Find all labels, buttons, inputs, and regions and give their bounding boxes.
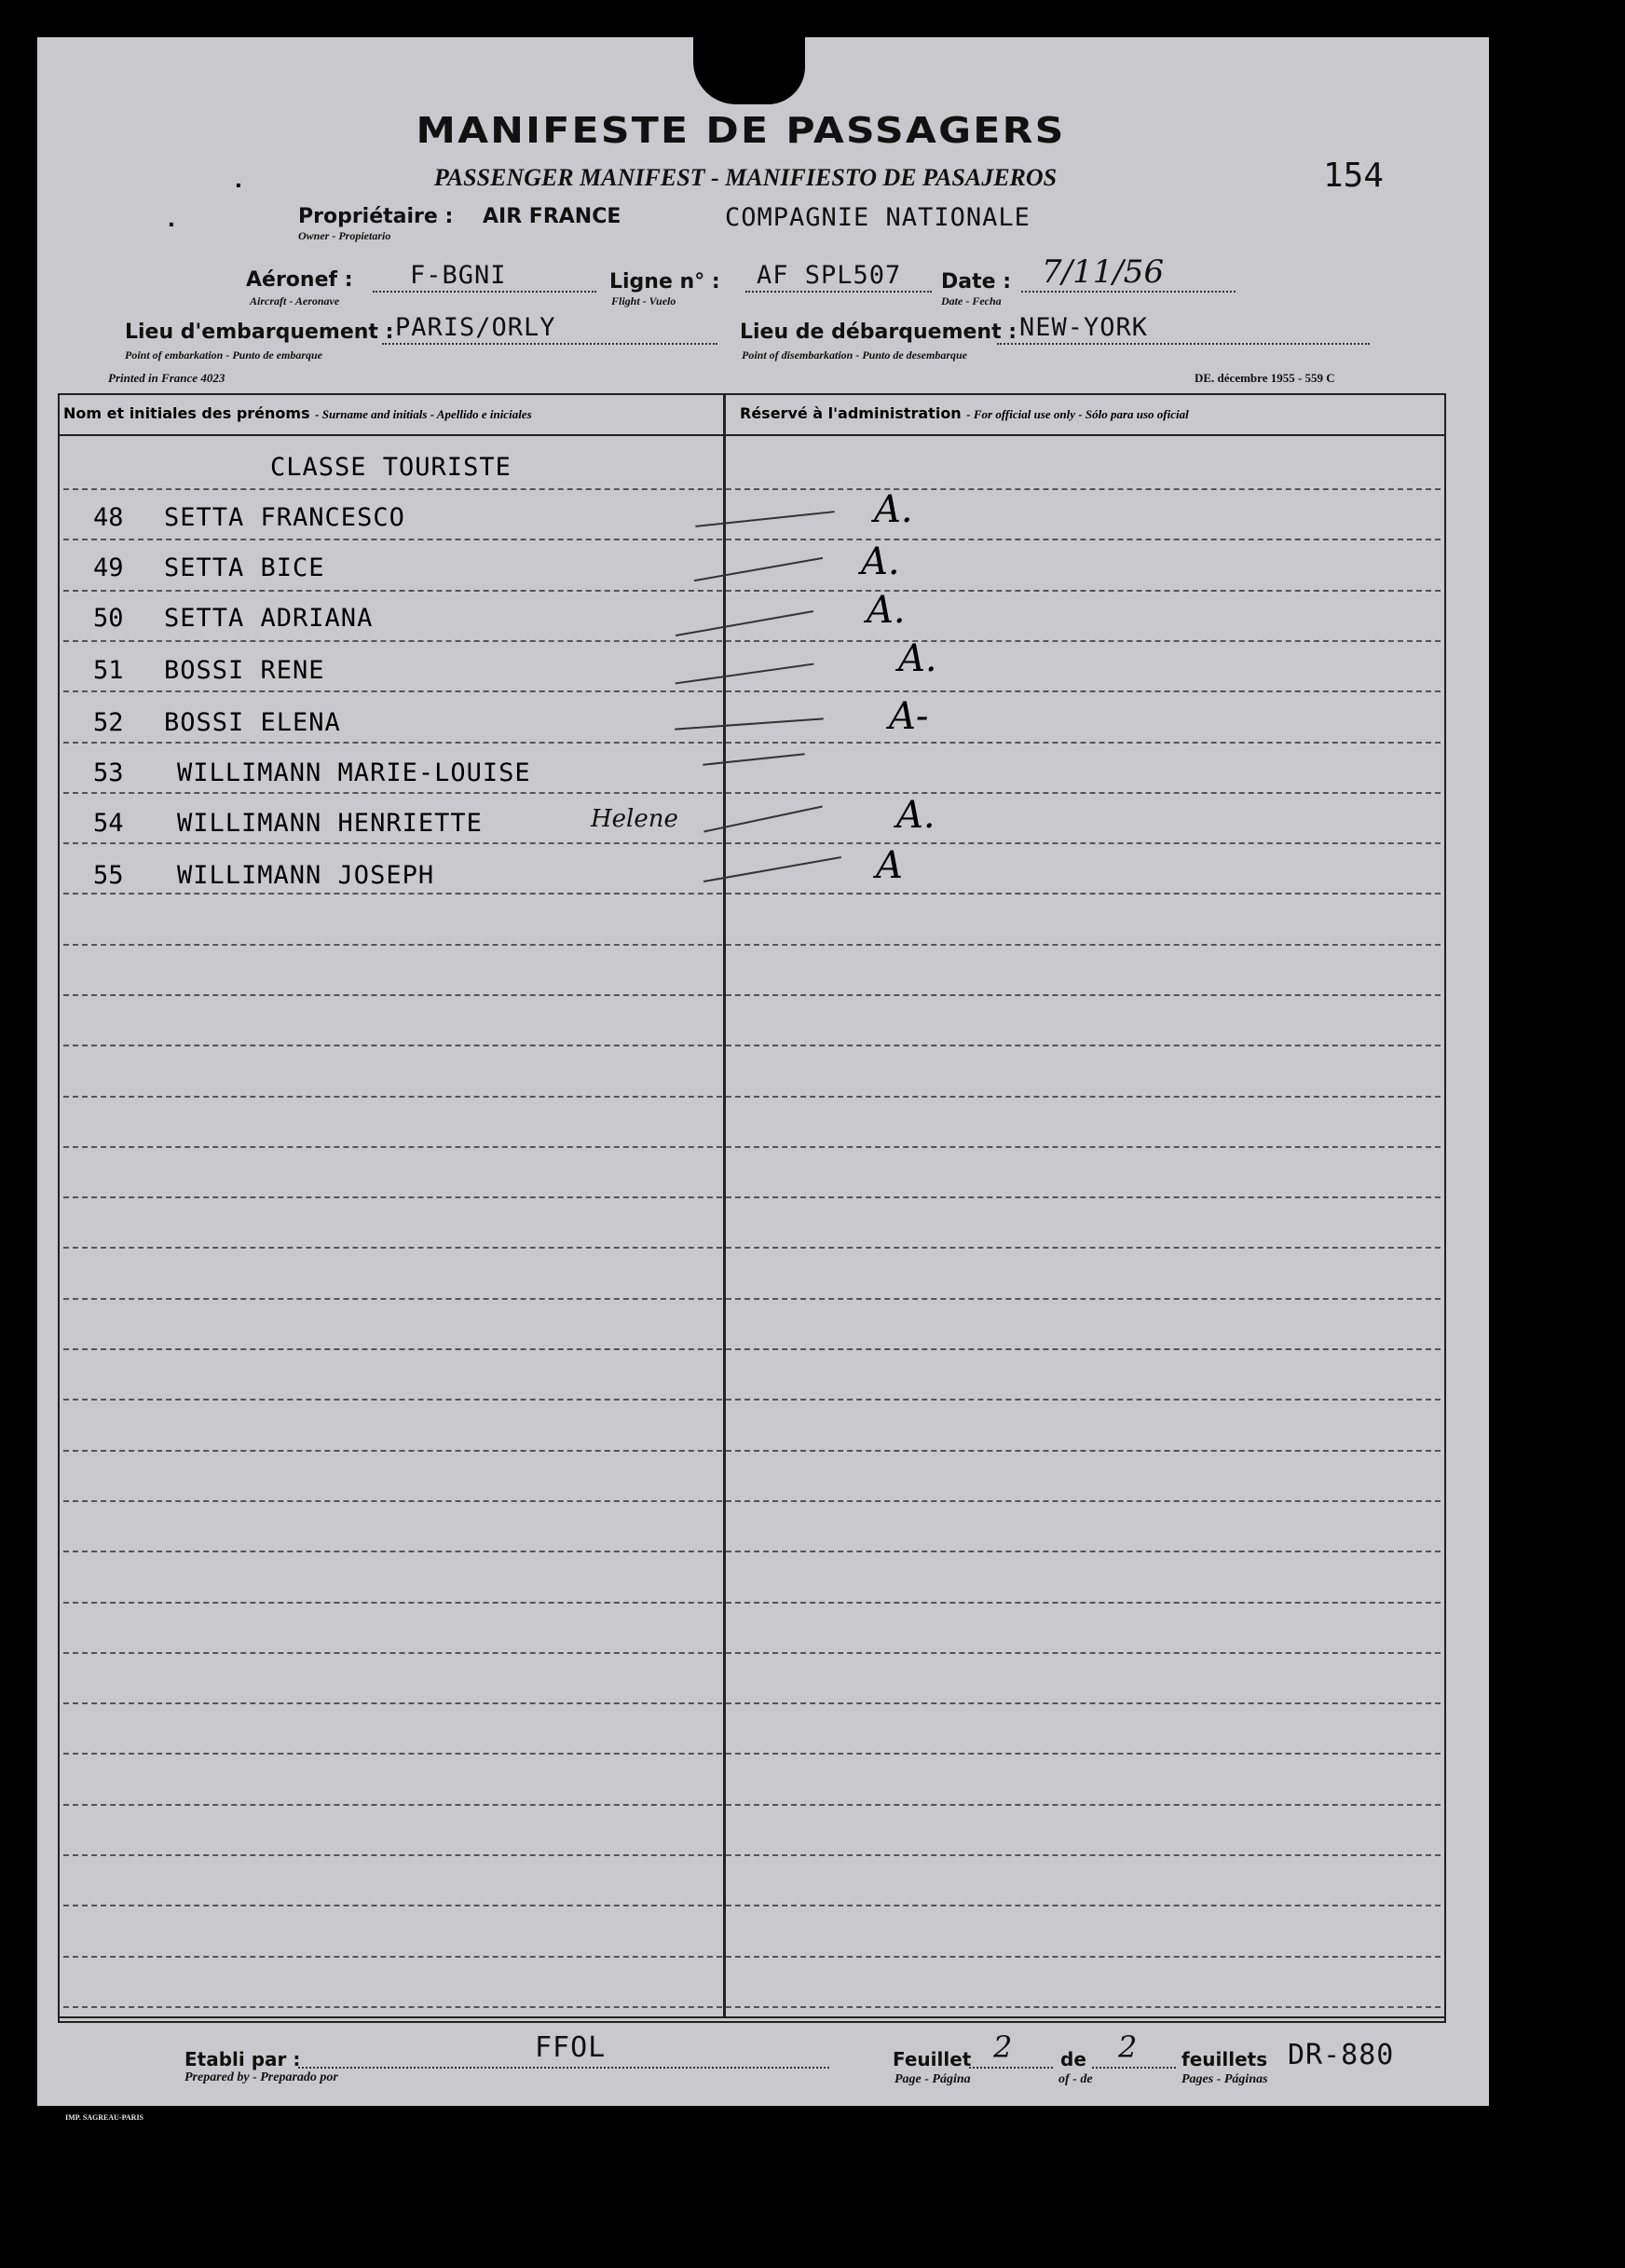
embarkation-sublabel: Point of embarkation - Punto de embarque [125, 348, 323, 362]
embarkation-label: Lieu d'embarquement : [125, 321, 394, 344]
form-subtitle: PASSENGER MANIFEST - MANIFIESTO DE PASAJEROS [433, 164, 1058, 191]
ruled-line [63, 893, 1441, 895]
sheet-label: Feuillet [893, 2048, 972, 2070]
ruled-line [63, 1753, 1441, 1755]
ruled-line [63, 539, 1441, 540]
date-sublabel: Date - Fecha [941, 294, 1002, 307]
imprint: IMP. SAGREAU-PARIS [65, 2113, 144, 2122]
embarkation-value: PARIS/ORLY [395, 313, 556, 342]
flight-label: Ligne n° : [609, 270, 720, 294]
ruled-line [63, 1298, 1441, 1300]
official-mark: A [876, 844, 903, 887]
dash-stroke [676, 610, 813, 636]
official-mark: A. [867, 589, 906, 632]
date-value: 7/11/56 [1042, 253, 1165, 291]
pages-sublabel: Pages - Páginas [1181, 2072, 1268, 2086]
row-number: 55 [93, 861, 124, 890]
ruled-line [63, 1956, 1441, 1958]
passenger-name: BOSSI ELENA [164, 708, 341, 737]
dash-stroke [675, 717, 824, 730]
official-mark: A. [861, 540, 900, 583]
ruled-line [63, 1146, 1441, 1148]
official-mark: A. [898, 637, 937, 680]
ruled-line [63, 1348, 1441, 1350]
row-number: 54 [93, 809, 124, 838]
official-column-header: Réservé à l'administration - For official use only - Sólo para uso oficial [740, 404, 1189, 422]
form-reference: DR-880 [1288, 2039, 1395, 2071]
flight-value: AF SPL507 [757, 261, 902, 290]
passenger-name: SETTA BICE [164, 553, 325, 582]
ruled-line [63, 1045, 1441, 1046]
sheet-value: 2 [993, 2029, 1013, 2065]
official-mark: A- [889, 695, 929, 738]
surname-column-header: Nom et initiales des prénoms - Surname and initials - Apellido e iniciales [63, 404, 532, 422]
of-underline [1092, 2067, 1176, 2069]
owner-label: Propriétaire : [298, 205, 454, 228]
ruled-line [63, 1854, 1441, 1856]
bullet-dot: . [168, 203, 175, 232]
owner-printed-value: AIR FRANCE [483, 205, 621, 228]
flight-sublabel: Flight - Vuelo [611, 294, 676, 307]
row-number: 48 [93, 503, 124, 532]
ruled-line [63, 1551, 1441, 1552]
ruled-line [63, 994, 1441, 996]
prepared-by-underline [298, 2067, 829, 2069]
aircraft-value: F-BGNI [410, 261, 507, 290]
ruled-line [63, 944, 1441, 946]
of-value: 2 [1118, 2029, 1138, 2065]
aircraft-sublabel: Aircraft - Aeronave [250, 294, 340, 307]
ruled-line [63, 1602, 1441, 1604]
aircraft-underline [373, 291, 596, 293]
ruled-line [63, 1096, 1441, 1098]
of-sublabel: of - de [1058, 2072, 1093, 2086]
dash-stroke [695, 511, 834, 527]
passenger-table [58, 393, 1446, 2023]
sheet-underline [969, 2067, 1053, 2069]
dash-stroke [703, 806, 823, 833]
disembarkation-underline [997, 343, 1370, 345]
passenger-name: WILLIMANN HENRIETTE [177, 809, 483, 838]
date-underline [1021, 291, 1236, 293]
prepared-by-value: FFOL [535, 2031, 607, 2064]
date-label: Date : [941, 270, 1012, 294]
ruled-line [63, 640, 1441, 642]
ruled-line [63, 690, 1441, 692]
ruled-line [63, 1905, 1441, 1906]
row-number: 52 [93, 708, 124, 737]
passenger-name: SETTA FRANCESCO [164, 503, 405, 532]
form-code: DE. décembre 1955 - 559 C [1195, 371, 1335, 385]
pages-label: feuillets [1181, 2048, 1268, 2070]
ruled-line [63, 1804, 1441, 1806]
ruled-line [63, 1399, 1441, 1400]
official-mark: A. [896, 794, 935, 837]
ruled-line [63, 1247, 1441, 1249]
prepared-by-label: Etabli par : [184, 2048, 301, 2070]
disembarkation-value: NEW-YORK [1019, 313, 1149, 342]
prepared-by-sublabel: Prepared by - Preparado por [184, 2070, 338, 2084]
dash-stroke [703, 753, 805, 765]
dash-stroke [676, 663, 814, 685]
embarkation-underline [382, 343, 717, 345]
row-number: 51 [93, 656, 124, 685]
ruled-line [63, 1500, 1441, 1502]
owner-typed-value: COMPAGNIE NATIONALE [725, 203, 1031, 232]
row-number: 49 [93, 553, 124, 582]
ruled-line [63, 792, 1441, 794]
ruled-line [63, 488, 1441, 490]
handwritten-note: Helene [591, 805, 678, 833]
form-title: MANIFESTE DE PASSAGERS [416, 110, 1066, 151]
table-bottom-rule [60, 2016, 1444, 2018]
row-number: 53 [93, 758, 124, 787]
ruled-line [63, 590, 1441, 592]
disembarkation-label: Lieu de débarquement : [740, 321, 1017, 344]
ruled-line [63, 1702, 1441, 1704]
printed-note: Printed in France 4023 [108, 371, 225, 385]
ruled-line [63, 2006, 1441, 2008]
flight-underline [745, 291, 932, 293]
sheet-sublabel: Page - Página [894, 2072, 971, 2086]
disembarkation-sublabel: Point of disembarkation - Punto de desembarque [742, 348, 968, 362]
ruled-line [63, 742, 1441, 744]
official-mark: A. [874, 488, 913, 531]
punch-hole [693, 37, 805, 104]
passenger-name: BOSSI RENE [164, 656, 325, 685]
ruled-line [63, 1196, 1441, 1198]
owner-sublabel: Owner - Propietario [298, 229, 391, 242]
row-number: 50 [93, 604, 124, 633]
passenger-name: WILLIMANN MARIE-LOUISE [177, 758, 531, 787]
page-number: 154 [1323, 157, 1385, 195]
bullet-dot: . [235, 164, 242, 193]
aircraft-label: Aéronef : [246, 268, 353, 292]
dash-stroke [694, 557, 823, 581]
section-label: CLASSE TOURISTE [270, 453, 512, 482]
ruled-line [63, 1450, 1441, 1452]
of-label: de [1060, 2048, 1086, 2070]
ruled-line [63, 842, 1441, 844]
column-divider [723, 395, 726, 2018]
ruled-line [63, 1652, 1441, 1654]
passenger-name: SETTA ADRIANA [164, 604, 374, 633]
passenger-name: WILLIMANN JOSEPH [177, 861, 435, 890]
table-header [60, 395, 1444, 436]
